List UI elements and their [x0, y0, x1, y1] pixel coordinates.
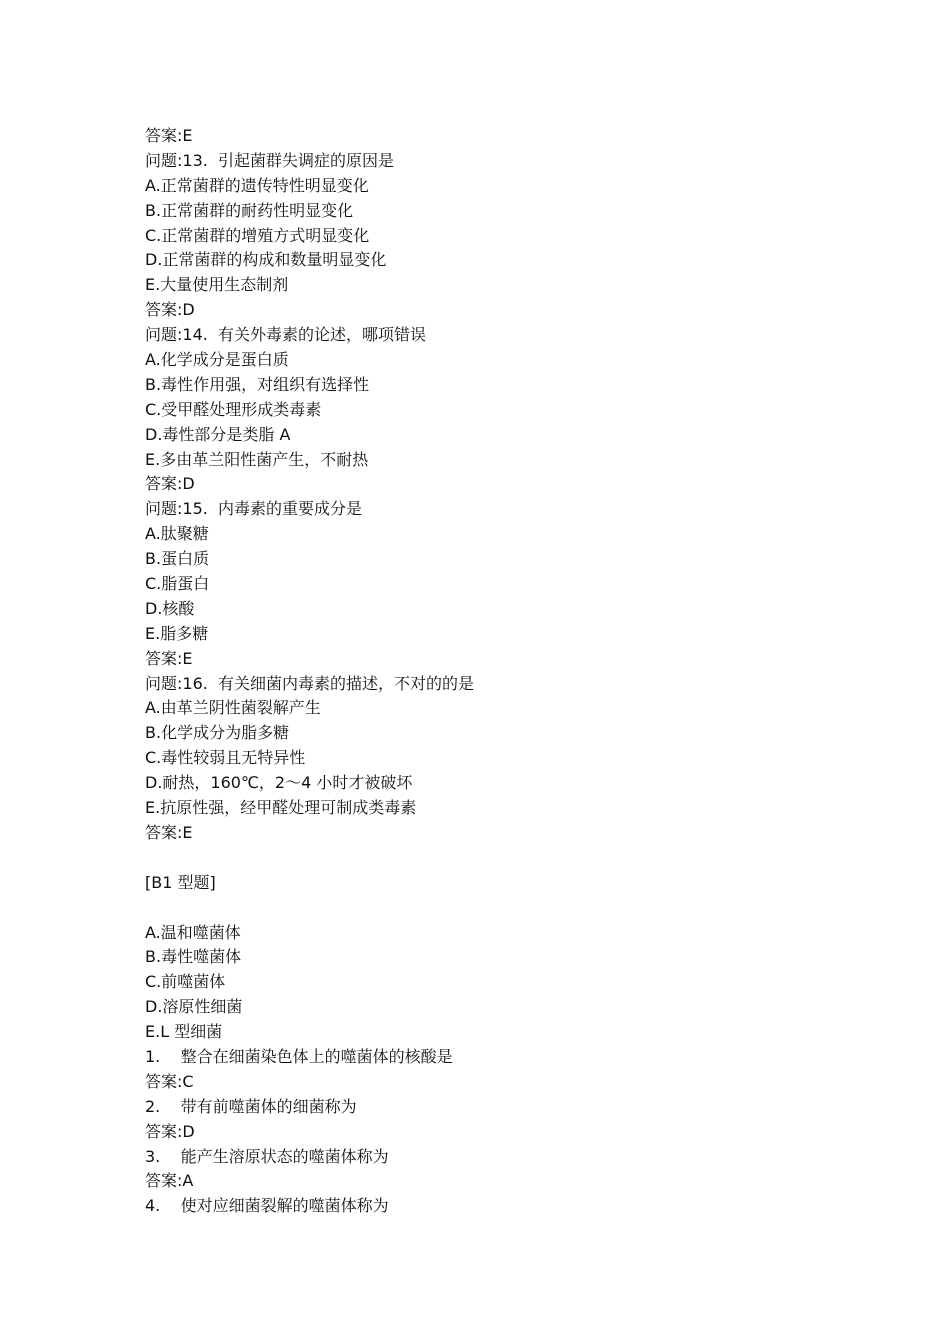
section-heading-b1: [B1 型题] [145, 872, 216, 892]
answer-line: 答案:C [145, 1071, 194, 1091]
shared-option-b: B.毒性噬菌体 [145, 947, 242, 967]
answer-line: 答案:D [145, 300, 195, 320]
answer-line: 答案:E [145, 126, 193, 145]
option-a: A.肽聚糖 [145, 524, 209, 544]
b1-question-3: 3. 能产生溶原状态的噬菌体称为 [145, 1146, 389, 1166]
option-e: E.多由革兰阳性菌产生，不耐热 [145, 449, 369, 469]
option-a: A.正常菌群的遗传特性明显变化 [145, 175, 369, 195]
answer-line: 答案:E [145, 822, 193, 842]
question-13: 问题:13. 引起菌群失调症的原因是 [145, 150, 395, 170]
option-b: B.化学成分为脂多糖 [145, 723, 290, 743]
option-c: C.受甲醛处理形成类毒素 [145, 399, 322, 419]
option-c: C.毒性较弱且无特异性 [145, 748, 306, 768]
option-d: D.核酸 [145, 598, 195, 618]
option-c: C.正常菌群的增殖方式明显变化 [145, 225, 370, 245]
option-b: B.蛋白质 [145, 549, 210, 569]
question-16: 问题:16. 有关细菌内毒素的描述，不对的的是 [145, 673, 475, 693]
option-d: D.正常菌群的构成和数量明显变化 [145, 250, 387, 270]
answer-line: 答案:D [145, 1121, 195, 1141]
shared-option-d: D.溶原性细菌 [145, 997, 243, 1017]
option-c: C.脂蛋白 [145, 574, 210, 594]
option-b: B.正常菌群的耐药性明显变化 [145, 200, 354, 220]
question-15: 问题:15. 内毒素的重要成分是 [145, 499, 363, 519]
document-body [145, 124, 905, 1219]
option-a: A.化学成分是蛋白质 [145, 350, 289, 370]
answer-line: 答案:A [145, 1171, 194, 1191]
shared-option-e: E.L 型细菌 [145, 1022, 223, 1042]
option-d: D.毒性部分是类脂 A [145, 424, 291, 444]
option-b: B.毒性作用强，对组织有选择性 [145, 374, 370, 394]
option-e: E.抗原性强，经甲醛处理可制成类毒素 [145, 798, 417, 818]
answer-line: 答案:D [145, 474, 195, 494]
blank-line [145, 846, 905, 871]
shared-option-a: A.温和噬菌体 [145, 922, 241, 942]
shared-option-c: C.前噬菌体 [145, 972, 226, 992]
b1-question-4: 4. 使对应细菌裂解的噬菌体称为 [145, 1196, 389, 1216]
option-d: D.耐热，160℃，2～4 小时才被破坏 [145, 773, 413, 793]
b1-question-2: 2. 带有前噬菌体的细菌称为 [145, 1096, 357, 1116]
answer-line: 答案:E [145, 648, 193, 668]
question-14: 问题:14. 有关外毒素的论述，哪项错误 [145, 325, 427, 345]
option-e: E.脂多糖 [145, 623, 209, 643]
b1-question-1: 1. 整合在细菌染色体上的噬菌体的核酸是 [145, 1046, 453, 1066]
blank-line [145, 896, 905, 921]
option-a: A.由革兰阴性菌裂解产生 [145, 698, 321, 718]
option-e: E.大量使用生态制剂 [145, 275, 289, 295]
